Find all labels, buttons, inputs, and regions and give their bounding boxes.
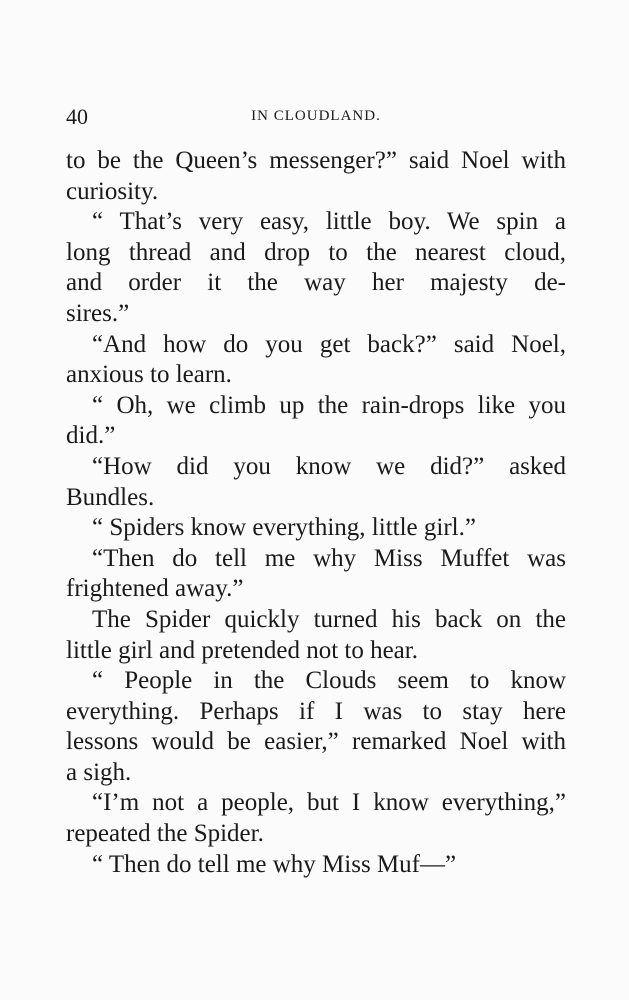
running-head: IN CLOUDLAND. xyxy=(251,108,381,124)
text-line: sires.” xyxy=(66,299,130,327)
text-line: everything. Perhaps if I was to stay here xyxy=(66,697,566,725)
body-text xyxy=(66,146,566,880)
text-line: The Spider quickly turned his back on the xyxy=(92,605,566,633)
text-line: “ Spiders know everything, little girl.” xyxy=(92,514,476,542)
text-line: and order it the way her majesty de- xyxy=(66,269,566,297)
text-line: “ That’s very easy, little boy. We spin a xyxy=(92,208,566,236)
text-line: lessons would be easier,” remarked Noel with xyxy=(66,728,566,756)
text-line: “ Oh, we climb up the rain-drops like you xyxy=(92,391,566,419)
text-line: curiosity. xyxy=(66,177,159,205)
text-line: repeated the Spider. xyxy=(66,820,264,848)
text-line: “How did you know we did?” asked xyxy=(92,452,566,480)
text-line: “And how do you get back?” said Noel, xyxy=(92,330,566,358)
text-line: “Then do tell me why Miss Muffet was xyxy=(92,544,566,572)
text-line: anxious to learn. xyxy=(66,361,232,389)
text-line: “ People in the Clouds seem to know xyxy=(92,667,566,695)
text-line: frightened away.” xyxy=(66,575,244,603)
text-line: long thread and drop to the nearest cloud, xyxy=(66,238,566,266)
text-line: to be the Queen’s messenger?” said Noel with xyxy=(66,147,566,174)
text-line: did.” xyxy=(66,422,116,450)
page-header xyxy=(66,104,566,132)
page-number: 40 xyxy=(66,104,88,129)
text-line: “I’m not a people, but I know everything,” xyxy=(92,789,566,817)
text-line: “ Then do tell me why Miss Muf—” xyxy=(92,850,457,878)
text-line: a sigh. xyxy=(66,758,132,786)
text-line: Bundles. xyxy=(66,483,155,511)
text-line: little girl and pretended not to hear. xyxy=(66,636,418,664)
